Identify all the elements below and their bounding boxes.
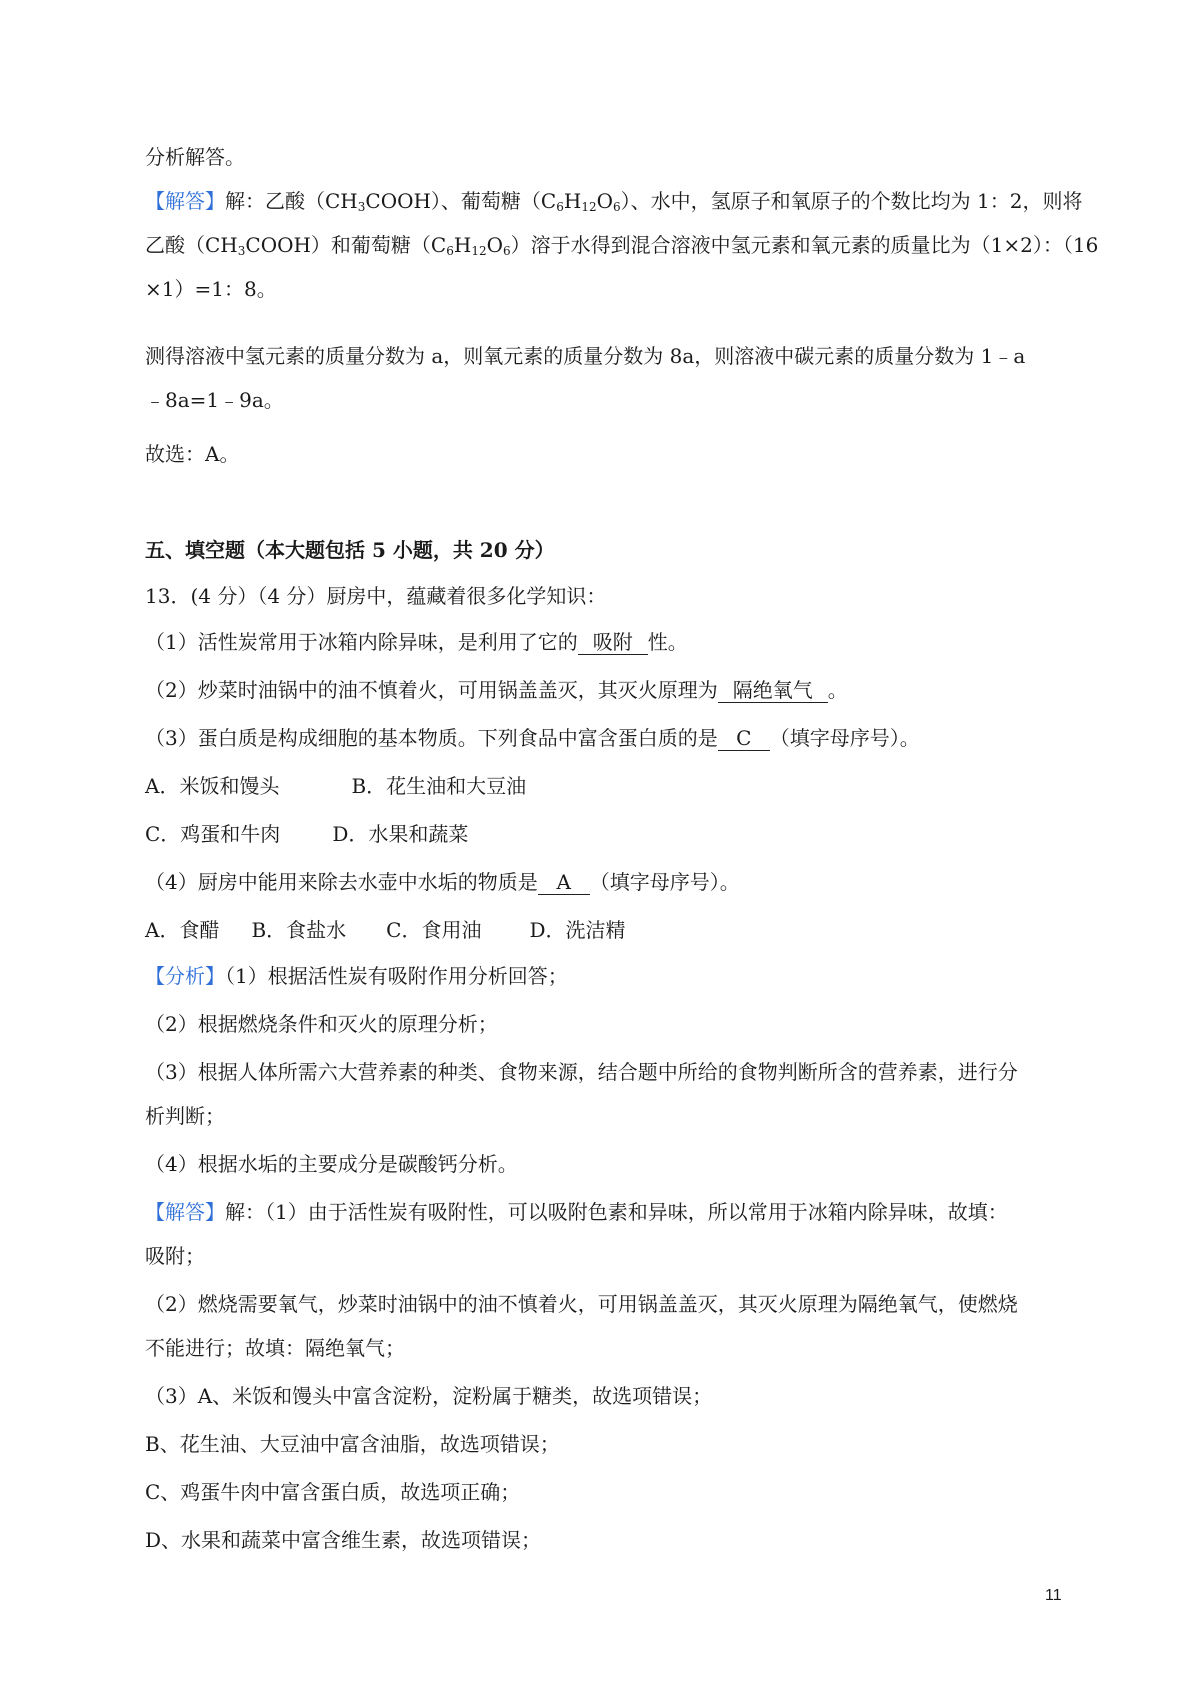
line-text: （3）A、米饭和馒头中富含淀粉，淀粉属于糖类，故选项错误；	[145, 1384, 713, 1408]
option-a: A．食醋	[145, 918, 220, 942]
option-row	[145, 772, 1065, 800]
option-d: D．洗洁精	[529, 918, 626, 942]
line-text: D、水果和蔬菜中富含维生素，故选项错误；	[145, 1528, 542, 1552]
line-text: ）溶于水得到混合溶液中氢元素和氧元素的质量比为（1×2）：（16	[510, 233, 1099, 257]
line-text: （2）根据燃烧条件和灭火的原理分析；	[145, 1012, 498, 1036]
line-text: 测得溶液中氢元素的质量分数为 a，则氧元素的质量分数为 8a，则溶液中碳元素的质量分数为 1﹣a	[145, 344, 1026, 368]
line-text: COOH）、葡萄糖（C	[365, 189, 557, 213]
line-text: （3）根据人体所需六大营养素的种类、食物来源，结合题中所给的食物判断所含的营养素，进行分	[145, 1060, 1018, 1084]
question-part	[145, 868, 1065, 896]
question-part	[145, 628, 1065, 656]
solution-tag: 【解答】	[145, 1200, 225, 1224]
solution-tag: 【解答】	[145, 189, 225, 213]
text-line	[145, 143, 1065, 171]
line-text: （2）炒菜时油锅中的油不慎着火，可用锅盖盖灭，其灭火原理为	[145, 678, 718, 702]
subscript: 12	[581, 200, 597, 214]
line-text: 析判断；	[145, 1104, 225, 1128]
line-text: 解：乙酸（CH	[225, 189, 358, 213]
line-text: （4）厨房中能用来除去水壶中水垢的物质是	[145, 870, 538, 894]
line-text: O	[596, 189, 614, 213]
text-line	[145, 1478, 1065, 1506]
text-line	[145, 1382, 1065, 1410]
text-line	[145, 1526, 1065, 1554]
section-heading	[145, 536, 1065, 564]
line-text: 解：（1）由于活性炭有吸附性，可以吸附色素和异味，所以常用于冰箱内除异味，故填：	[225, 1200, 1008, 1224]
option-row	[145, 820, 1065, 848]
text-line	[145, 1058, 1065, 1086]
option-b: B．花生油和大豆油	[351, 774, 527, 798]
page-number: 11	[1045, 1587, 1062, 1604]
text-line	[145, 1430, 1065, 1458]
line-text: ×1）=1：8。	[145, 277, 277, 301]
answer-blank: C	[718, 726, 770, 751]
line-text: B、花生油、大豆油中富含油脂，故选项错误；	[145, 1432, 560, 1456]
subscript: 6	[446, 244, 454, 258]
text-line	[145, 1242, 1065, 1270]
subscript: 6	[556, 200, 564, 214]
line-text: （4）根据水垢的主要成分是碳酸钙分析。	[145, 1152, 518, 1176]
question-part	[145, 724, 1065, 752]
text-line	[145, 275, 1065, 303]
answer-blank: 隔绝氧气	[718, 678, 828, 703]
subscript: 12	[471, 244, 487, 258]
subscript: 3	[237, 244, 246, 258]
line-text: 故选：A。	[145, 442, 240, 466]
line-text: （1）根据活性炭有吸附作用分析回答；	[225, 964, 568, 988]
line-text: O	[486, 233, 504, 257]
option-c: C．鸡蛋和牛肉	[145, 822, 281, 846]
analysis-line	[145, 962, 1065, 990]
question-part	[145, 676, 1065, 704]
line-text: （1）活性炭常用于冰箱内除异味，是利用了它的	[145, 630, 578, 654]
option-a: A．米饭和馒头	[145, 774, 280, 798]
option-c: C．食用油	[386, 918, 482, 942]
solution-line	[145, 1198, 1065, 1226]
line-text: 13．(4 分）（4 分）厨房中，蕴藏着很多化学知识：	[145, 584, 607, 608]
line-text: ）、水中，氢原子和氧原子的个数比均为 1：2，则将	[620, 189, 1083, 213]
question-title	[145, 582, 1065, 610]
text-line	[145, 1010, 1065, 1038]
option-d: D．水果和蔬菜	[332, 822, 469, 846]
text-line	[145, 1102, 1065, 1130]
line-text: 吸附；	[145, 1244, 205, 1268]
line-text: H	[563, 189, 582, 213]
text-line	[145, 1150, 1065, 1178]
line-text: ﹣8a=1﹣9a。	[145, 388, 284, 412]
text-line	[145, 440, 1065, 468]
answer-blank: 吸附	[578, 630, 648, 655]
line-text: C、鸡蛋牛肉中富含蛋白质，故选项正确；	[145, 1480, 521, 1504]
line-text: 乙酸（CH	[145, 233, 238, 257]
option-row	[145, 916, 1065, 944]
line-text: （2）燃烧需要氧气，炒菜时油锅中的油不慎着火，可用锅盖盖灭，其灭火原理为隔绝氧气，使燃烧	[145, 1292, 1018, 1316]
option-b: B．食盐水	[251, 918, 347, 942]
line-text: 性。	[647, 630, 688, 654]
subscript: 6	[503, 244, 511, 258]
text-line	[145, 1290, 1065, 1318]
line-text: H	[453, 233, 472, 257]
line-text: 。	[827, 678, 848, 702]
line-text: （填字母序号）。	[769, 726, 920, 750]
analysis-tag: 【分析】	[145, 964, 225, 988]
line-text: （填字母序号）。	[589, 870, 740, 894]
text-line	[145, 386, 1065, 414]
text-line	[145, 1334, 1065, 1362]
text-line	[145, 231, 1099, 259]
subscript: 3	[357, 200, 366, 214]
line-text: （3）蛋白质是构成细胞的基本物质。下列食品中富含蛋白质的是	[145, 726, 718, 750]
heading-text: 五、填空题（本大题包括 5 小题，共 20 分）	[145, 538, 555, 562]
line-text: 不能进行；故填：隔绝氧气；	[145, 1336, 405, 1360]
solution-line	[145, 187, 1083, 215]
line-text: COOH）和葡萄糖（C	[245, 233, 447, 257]
line-text: 分析解答。	[145, 145, 245, 169]
subscript: 6	[613, 200, 621, 214]
answer-blank: A	[538, 870, 590, 895]
text-line	[145, 342, 1065, 370]
